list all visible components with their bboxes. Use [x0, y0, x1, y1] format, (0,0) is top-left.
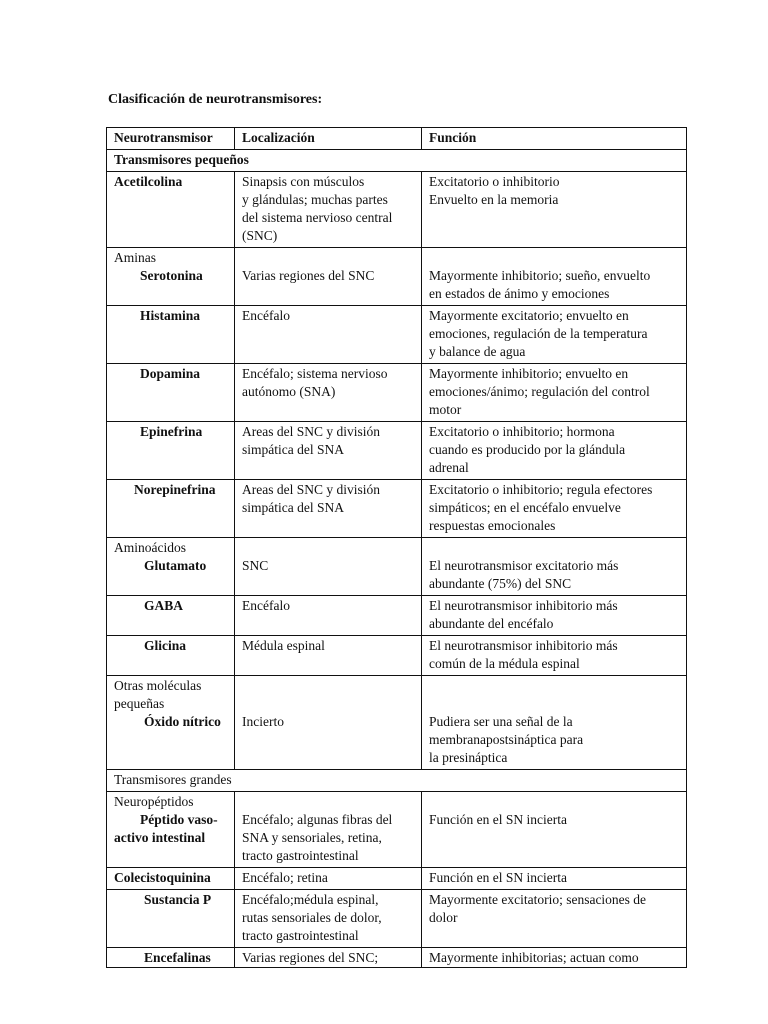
cell-name: Encefalinas: [107, 948, 235, 968]
neurotransmitter-table: [106, 127, 687, 968]
cell-localizacion: Areas del SNC y división simpática del SNA: [235, 422, 422, 480]
cell-localizacion: Encéfalo: [235, 306, 422, 364]
group-label-neuropeptidos: Neuropéptidos: [114, 794, 194, 809]
cell-localizacion: Areas del SNC y división simpática del SNA: [235, 480, 422, 538]
table-row: [107, 480, 687, 538]
cell-localizacion: Varias regiones del SNC: [235, 248, 422, 306]
table-row: [107, 868, 687, 890]
group-label-aminas: Aminas: [114, 250, 156, 265]
cell-funcion: Mayormente inhibitorias; actuan como: [422, 948, 687, 968]
cell-funcion: Pudiera ser una señal de la membranapostsináptica para la presináptica: [422, 676, 687, 770]
cell-localizacion: Incierto: [235, 676, 422, 770]
cell-name: Neuropéptidos Péptido vaso- activo intestinal: [107, 792, 235, 868]
cell-funcion: Mayormente inhibitorio; sueño, envuelto en estados de ánimo y emociones: [422, 248, 687, 306]
cell-funcion: El neurotransmisor inhibitorio más abundante del encéfalo: [422, 596, 687, 636]
cell-funcion: Excitatorio o inhibitorio Envuelto en la memoria: [422, 172, 687, 248]
table-row: [107, 306, 687, 364]
cell-funcion: El neurotransmisor inhibitorio más común de la médula espinal: [422, 636, 687, 676]
table-row: [107, 422, 687, 480]
cell-name: Histamina: [107, 306, 235, 364]
table-row: [107, 948, 687, 968]
cell-funcion: Excitatorio o inhibitorio; hormona cuando es producido por la glándula adrenal: [422, 422, 687, 480]
cell-name: Epinefrina: [107, 422, 235, 480]
cell-name: Acetilcolina: [107, 172, 235, 248]
section-small-transmitters: Transmisores pequeños: [107, 150, 687, 172]
cell-name: Aminas Serotonina: [107, 248, 235, 306]
table-row: [107, 172, 687, 248]
cell-name: Aminoácidos Glutamato: [107, 538, 235, 596]
cell-name: Glicina: [107, 636, 235, 676]
cell-localizacion: Encéfalo: [235, 596, 422, 636]
cell-funcion: Función en el SN incierta: [422, 868, 687, 890]
section-large-transmitters: Transmisores grandes: [107, 770, 687, 792]
section-row-large: [107, 770, 687, 792]
cell-localizacion: Médula espinal: [235, 636, 422, 676]
table-header-row: [107, 128, 687, 150]
cell-funcion: Función en el SN incierta: [422, 792, 687, 868]
cell-localizacion: Encéfalo; retina: [235, 868, 422, 890]
cell-name: Sustancia P: [107, 890, 235, 948]
cell-localizacion: Varias regiones del SNC;: [235, 948, 422, 968]
table-row: [107, 792, 687, 868]
cell-name: GABA: [107, 596, 235, 636]
cell-funcion: El neurotransmisor excitatorio más abundante (75%) del SNC: [422, 538, 687, 596]
group-label-otras: Otras moléculas pequeñas: [114, 678, 202, 711]
header-neurotransmisor: Neurotransmisor: [107, 128, 235, 150]
table-row: [107, 364, 687, 422]
header-localizacion: Localización: [235, 128, 422, 150]
table-row: [107, 636, 687, 676]
cell-name: Otras moléculas pequeñas Óxido nítrico: [107, 676, 235, 770]
cell-localizacion: Encéfalo; sistema nervioso autónomo (SNA): [235, 364, 422, 422]
table-row: [107, 676, 687, 770]
table-row: [107, 596, 687, 636]
cell-funcion: Excitatorio o inhibitorio; regula efectores simpáticos; en el encéfalo envuelve respuestas emocionales: [422, 480, 687, 538]
group-label-aminoacidos: Aminoácidos: [114, 540, 186, 555]
cell-funcion: Mayormente excitatorio; envuelto en emociones, regulación de la temperatura y balance de agua: [422, 306, 687, 364]
table-row: [107, 890, 687, 948]
cell-name: Norepinefrina: [107, 480, 235, 538]
header-funcion: Función: [422, 128, 687, 150]
cell-funcion: Mayormente excitatorio; sensaciones de dolor: [422, 890, 687, 948]
table-row: [107, 538, 687, 596]
document-title: Clasificación de neurotransmisores:: [108, 92, 323, 107]
table-row: [107, 248, 687, 306]
cell-localizacion: SNC: [235, 538, 422, 596]
cell-localizacion: Encéfalo;médula espinal, rutas sensoriales de dolor, tracto gastrointestinal: [235, 890, 422, 948]
cell-localizacion: Encéfalo; algunas fibras del SNA y sensoriales, retina, tracto gastrointestinal: [235, 792, 422, 868]
cell-name: Colecistoquinina: [107, 868, 235, 890]
cell-localizacion: Sinapsis con músculos y glándulas; muchas partes del sistema nervioso central (SNC): [235, 172, 422, 248]
cell-name: Dopamina: [107, 364, 235, 422]
cell-funcion: Mayormente inhibitorio; envuelto en emociones/ánimo; regulación del control motor: [422, 364, 687, 422]
section-row-small: [107, 150, 687, 172]
